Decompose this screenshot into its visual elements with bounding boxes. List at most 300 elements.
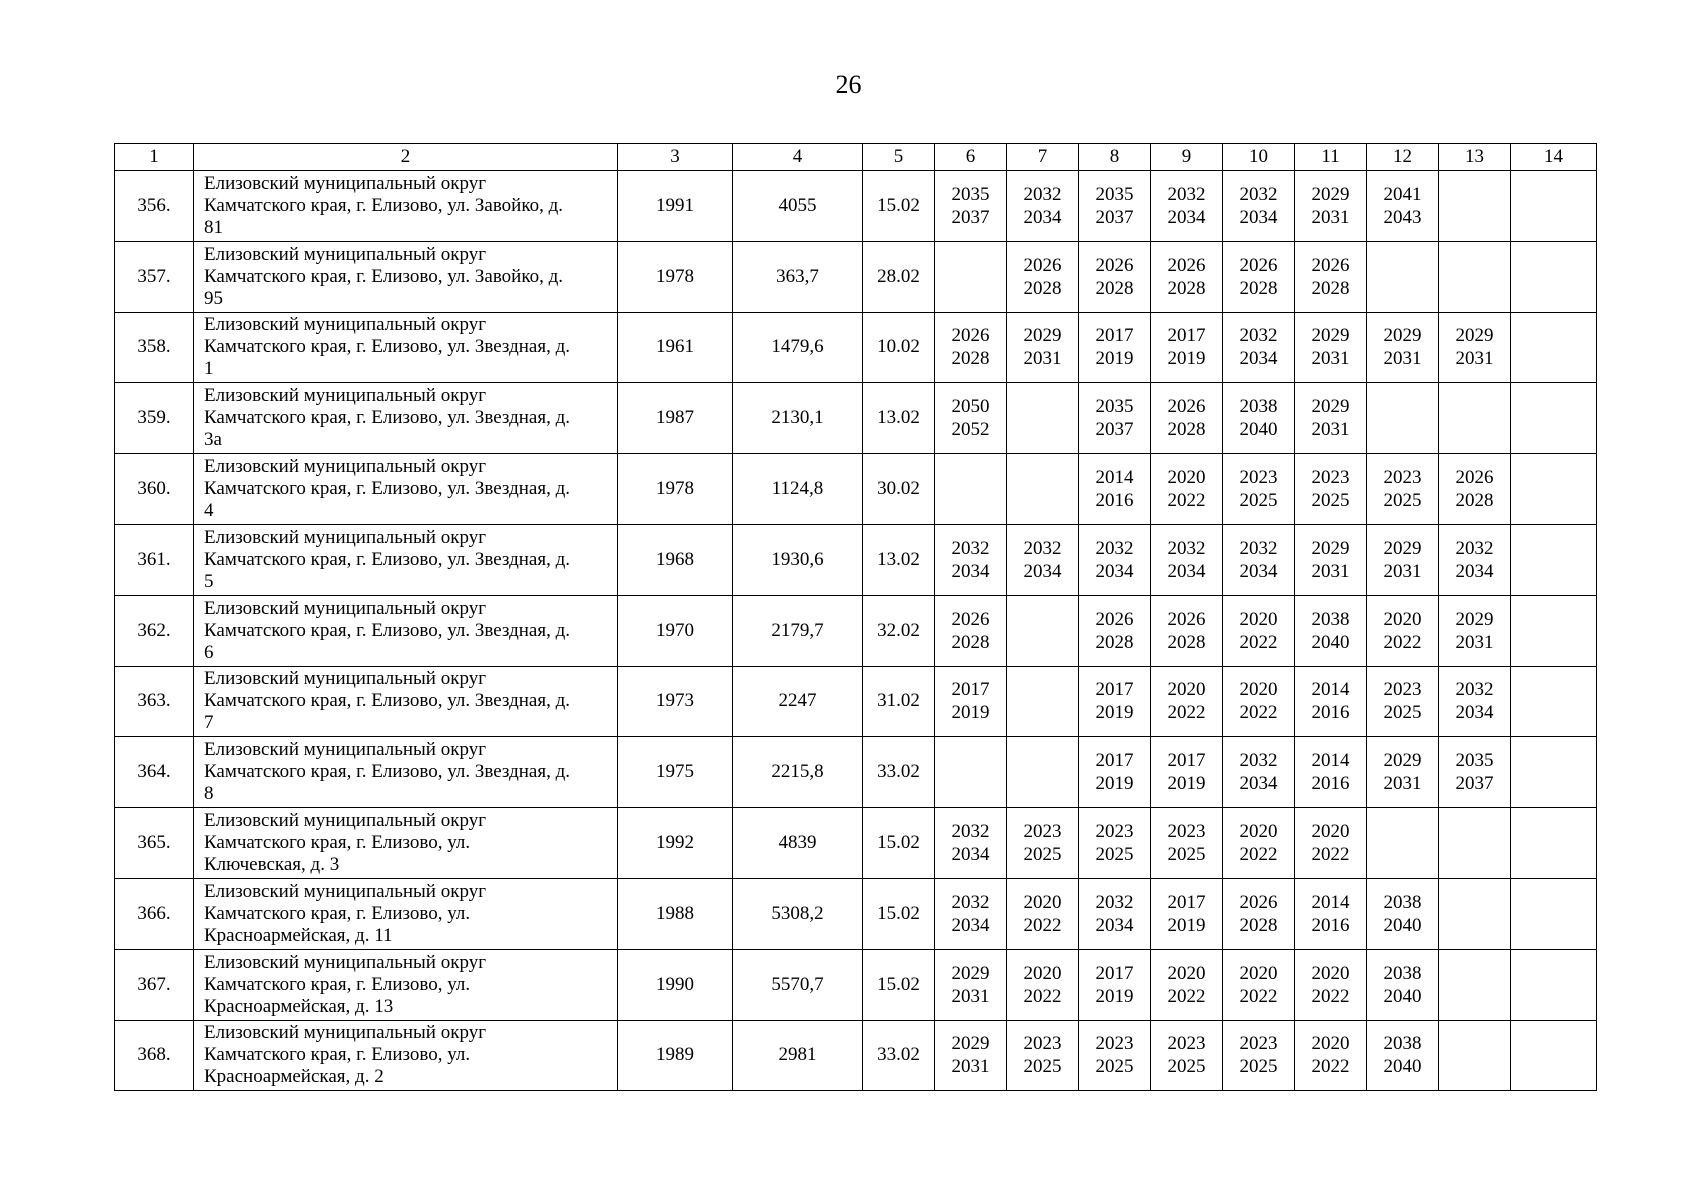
period-cell [1007,595,1079,666]
year-built-cell: 1968 [618,524,733,595]
period-start-year: 2026 [1239,254,1278,276]
address-line: 95 [204,287,223,309]
period-end-year: 2019 [951,702,990,724]
area-cell: 2981 [733,1020,863,1091]
address-cell [194,808,618,879]
address-line: Елизовский муниципальный округ [204,810,486,832]
row-number-cell: 357. [115,241,194,312]
period-cell [1079,524,1151,595]
period-start-year: 2023 [1023,821,1062,843]
period-cell [1511,312,1597,383]
period-cell [1511,878,1597,949]
area-cell: 1479,6 [733,312,863,383]
period-end-year: 2037 [951,206,990,228]
period-start-year: 2032 [1455,537,1494,559]
address-cell [194,171,618,242]
period-cell [1367,666,1439,737]
period-cell [1439,312,1511,383]
period-cell [1223,666,1295,737]
period-cell [1223,241,1295,312]
period-end-year: 2022 [1023,914,1062,936]
address-line: Камчатского края, г. Елизово, ул. Звездная, д. [204,690,571,712]
period-cell [1151,524,1223,595]
period-cell [1439,737,1511,808]
period-start-year: 2032 [1167,537,1206,559]
period-end-year: 2034 [1167,206,1206,228]
period-cell [1151,454,1223,525]
period-cell [1439,808,1511,879]
table-row [115,595,1597,666]
period-start-year: 2026 [1455,467,1494,489]
period-start-year: 2029 [951,962,990,984]
address-line: Камчатского края, г. Елизово, ул. [204,832,471,854]
period-end-year: 2019 [1095,348,1134,370]
area-cell: 2130,1 [733,383,863,454]
period-start-year: 2035 [1095,183,1134,205]
period-end-year: 2031 [951,985,990,1007]
period-cell [1367,949,1439,1020]
period-end-year: 2025 [1023,1056,1062,1078]
period-start-year: 2032 [1455,679,1494,701]
period-start-year: 2038 [1239,396,1278,418]
period-end-year: 2034 [1239,773,1278,795]
period-end-year: 2025 [1167,844,1206,866]
code-cell: 13.02 [863,524,935,595]
code-cell: 10.02 [863,312,935,383]
period-end-year: 2040 [1239,419,1278,441]
period-end-year: 2031 [1383,560,1422,582]
period-end-year: 2031 [951,1056,990,1078]
period-end-year: 2025 [1239,1056,1278,1078]
address-line: Ключевская, д. 3 [204,854,340,876]
period-start-year: 2017 [1095,679,1134,701]
code-cell: 28.02 [863,241,935,312]
table-row [115,312,1597,383]
period-start-year: 2038 [1383,891,1422,913]
period-cell [1007,666,1079,737]
period-start-year: 2032 [951,537,990,559]
period-end-year: 2028 [1095,277,1134,299]
address-line: Камчатского края, г. Елизово, ул. Завойко, д. [204,265,564,287]
period-end-year: 2028 [1167,419,1206,441]
area-cell: 4055 [733,171,863,242]
period-end-year: 2037 [1095,206,1134,228]
row-number-cell: 356. [115,171,194,242]
period-cell [935,383,1007,454]
period-start-year: 2014 [1311,679,1350,701]
address-line: 6 [204,641,214,663]
period-cell [1007,454,1079,525]
period-end-year: 2022 [1239,844,1278,866]
period-start-year: 2023 [1167,1033,1206,1055]
period-cell [1295,595,1367,666]
period-cell [1511,666,1597,737]
period-end-year: 2028 [1095,631,1134,653]
page-number: 26 [835,70,862,99]
code-cell: 31.02 [863,666,935,737]
period-cell [1151,949,1223,1020]
period-cell [1439,241,1511,312]
period-cell [935,312,1007,383]
year-built-cell: 1987 [618,383,733,454]
code-cell: 33.02 [863,1020,935,1091]
address-line: 81 [204,216,223,238]
period-end-year: 2022 [1167,490,1206,512]
period-cell [1079,312,1151,383]
period-cell [1151,312,1223,383]
period-cell [1511,808,1597,879]
address-line: Камчатского края, г. Елизово, ул. [204,1044,471,1066]
period-start-year: 2020 [1023,891,1062,913]
period-end-year: 2043 [1383,206,1422,228]
period-start-year: 2020 [1239,962,1278,984]
year-built-cell: 1970 [618,595,733,666]
period-cell [1223,1020,1295,1091]
period-start-year: 2035 [1455,750,1494,772]
period-cell [1295,737,1367,808]
period-cell [1079,737,1151,808]
period-cell [1079,878,1151,949]
code-cell: 32.02 [863,595,935,666]
period-start-year: 2026 [1095,254,1134,276]
address-cell [194,383,618,454]
period-start-year: 2023 [1239,1033,1278,1055]
period-cell [1367,878,1439,949]
period-start-year: 2026 [1311,254,1350,276]
period-cell [1295,241,1367,312]
period-start-year: 2026 [951,608,990,630]
period-cell [1079,454,1151,525]
table-row [115,454,1597,525]
period-end-year: 2031 [1311,419,1350,441]
address-cell [194,949,618,1020]
period-cell [1007,1020,1079,1091]
address-cell [194,524,618,595]
period-end-year: 2037 [1455,773,1494,795]
area-cell: 2179,7 [733,595,863,666]
period-start-year: 2017 [1095,325,1134,347]
period-end-year: 2037 [1095,419,1134,441]
period-end-year: 2019 [1095,773,1134,795]
period-cell [1151,737,1223,808]
period-start-year: 2020 [1239,679,1278,701]
area-cell: 2247 [733,666,863,737]
column-header: 13 [1439,144,1511,171]
column-header: 12 [1367,144,1439,171]
period-cell [1295,666,1367,737]
period-cell [1223,383,1295,454]
period-cell [1367,241,1439,312]
address-line: Красноармейская, д. 13 [204,995,394,1017]
period-start-year: 2020 [1239,821,1278,843]
address-line: Камчатского края, г. Елизово, ул. Звездная, д. [204,407,571,429]
period-start-year: 2035 [1095,396,1134,418]
address-line: Камчатского края, г. Елизово, ул. Звездная, д. [204,619,571,641]
area-cell: 363,7 [733,241,863,312]
period-start-year: 2035 [951,183,990,205]
code-cell: 15.02 [863,808,935,879]
address-line: 1 [204,358,214,380]
period-cell [1007,737,1079,808]
period-cell [1367,524,1439,595]
period-cell [1007,808,1079,879]
period-end-year: 2031 [1311,206,1350,228]
period-cell [1151,171,1223,242]
period-end-year: 2016 [1095,490,1134,512]
period-end-year: 2034 [1023,560,1062,582]
period-cell [1223,737,1295,808]
period-start-year: 2026 [1167,396,1206,418]
period-start-year: 2032 [1167,183,1206,205]
period-start-year: 2023 [1095,821,1134,843]
address-line: Елизовский муниципальный округ [204,172,486,194]
period-end-year: 2022 [1239,702,1278,724]
period-end-year: 2022 [1023,985,1062,1007]
address-line: 4 [204,500,214,522]
row-number-cell: 360. [115,454,194,525]
period-cell [1295,878,1367,949]
period-end-year: 2034 [1167,560,1206,582]
address-cell [194,666,618,737]
column-header: 6 [935,144,1007,171]
period-start-year: 2017 [1095,750,1134,772]
year-built-cell: 1978 [618,454,733,525]
period-start-year: 2023 [1239,467,1278,489]
row-number-cell: 368. [115,1020,194,1091]
period-cell [1295,1020,1367,1091]
period-cell [1295,312,1367,383]
year-built-cell: 1988 [618,878,733,949]
period-start-year: 2026 [1095,608,1134,630]
period-cell [1007,524,1079,595]
period-end-year: 2022 [1311,985,1350,1007]
period-end-year: 2034 [1095,914,1134,936]
year-built-cell: 1978 [618,241,733,312]
period-cell [1007,949,1079,1020]
column-header: 3 [618,144,733,171]
period-end-year: 2025 [1095,1056,1134,1078]
period-cell [1007,312,1079,383]
period-start-year: 2026 [1023,254,1062,276]
period-cell [1079,171,1151,242]
code-cell: 15.02 [863,171,935,242]
period-end-year: 2022 [1311,1056,1350,1078]
address-line: Камчатского края, г. Елизово, ул. Звездная, д. [204,761,571,783]
period-cell [935,524,1007,595]
period-end-year: 2040 [1383,1056,1422,1078]
period-cell [1439,454,1511,525]
year-built-cell: 1973 [618,666,733,737]
period-end-year: 2031 [1383,348,1422,370]
period-cell [1151,383,1223,454]
period-end-year: 2031 [1383,773,1422,795]
address-line: Красноармейская, д. 11 [204,924,393,946]
period-start-year: 2026 [1167,608,1206,630]
address-line: Камчатского края, г. Елизово, ул. [204,902,471,924]
period-start-year: 2020 [1023,962,1062,984]
period-start-year: 2029 [1311,183,1350,205]
period-cell [1511,595,1597,666]
row-number-cell: 367. [115,949,194,1020]
period-cell [1511,171,1597,242]
table-row [115,171,1597,242]
period-cell [1223,808,1295,879]
period-end-year: 2028 [1167,631,1206,653]
period-end-year: 2025 [1167,1056,1206,1078]
address-line: Елизовский муниципальный округ [204,1022,486,1044]
period-start-year: 2023 [1023,1033,1062,1055]
table-row [115,241,1597,312]
period-start-year: 2032 [951,821,990,843]
period-start-year: 2023 [1383,679,1422,701]
period-end-year: 2028 [1239,914,1278,936]
period-end-year: 2028 [1239,277,1278,299]
period-cell [1439,949,1511,1020]
address-line: Елизовский муниципальный округ [204,243,486,265]
period-start-year: 2038 [1383,1033,1422,1055]
period-start-year: 2023 [1095,1033,1134,1055]
period-end-year: 2022 [1239,631,1278,653]
period-start-year: 2014 [1311,750,1350,772]
address-line: Елизовский муниципальный округ [204,597,486,619]
table-row [115,808,1597,879]
period-end-year: 2016 [1311,773,1350,795]
period-cell [1511,524,1597,595]
period-end-year: 2034 [951,844,990,866]
table-row [115,524,1597,595]
period-cell [1439,878,1511,949]
period-end-year: 2028 [1023,277,1062,299]
period-start-year: 2029 [951,1033,990,1055]
period-start-year: 2017 [1167,325,1206,347]
period-cell [1223,878,1295,949]
period-start-year: 2023 [1167,821,1206,843]
address-line: Елизовский муниципальный округ [204,314,486,336]
address-line: Елизовский муниципальный округ [204,951,486,973]
period-end-year: 2034 [1239,206,1278,228]
period-end-year: 2028 [951,631,990,653]
address-line: 7 [204,712,214,734]
period-cell [1367,312,1439,383]
period-cell [1151,1020,1223,1091]
column-header: 1 [115,144,194,171]
period-cell [935,454,1007,525]
period-start-year: 2014 [1095,467,1134,489]
period-start-year: 2032 [1023,183,1062,205]
period-start-year: 2020 [1167,962,1206,984]
period-end-year: 2019 [1167,773,1206,795]
area-cell: 5570,7 [733,949,863,1020]
period-cell [1295,949,1367,1020]
year-built-cell: 1989 [618,1020,733,1091]
period-cell [1079,383,1151,454]
year-built-cell: 1990 [618,949,733,1020]
code-cell: 13.02 [863,383,935,454]
table-row [115,666,1597,737]
period-start-year: 2041 [1383,183,1422,205]
period-cell [1511,383,1597,454]
period-start-year: 2029 [1383,325,1422,347]
period-start-year: 2029 [1383,750,1422,772]
column-header: 4 [733,144,863,171]
table-row [115,383,1597,454]
period-start-year: 2038 [1311,608,1350,630]
period-cell [1079,949,1151,1020]
period-start-year: 2050 [951,396,990,418]
period-end-year: 2022 [1311,844,1350,866]
code-cell: 15.02 [863,949,935,1020]
period-cell [1511,454,1597,525]
column-header: 11 [1295,144,1367,171]
period-end-year: 2034 [1239,560,1278,582]
period-cell [1223,171,1295,242]
period-start-year: 2032 [1095,891,1134,913]
period-cell [1007,241,1079,312]
period-end-year: 2034 [1239,348,1278,370]
period-start-year: 2029 [1455,325,1494,347]
period-cell [1439,524,1511,595]
period-end-year: 2034 [951,560,990,582]
period-cell [1079,241,1151,312]
column-header: 8 [1079,144,1151,171]
period-cell [1223,312,1295,383]
period-end-year: 2019 [1095,702,1134,724]
period-cell [1439,383,1511,454]
period-cell [1007,383,1079,454]
period-start-year: 2017 [1167,750,1206,772]
period-start-year: 2020 [1167,679,1206,701]
period-start-year: 2032 [1095,537,1134,559]
period-start-year: 2017 [1095,962,1134,984]
address-line: Елизовский муниципальный округ [204,526,486,548]
column-number-row [115,144,1597,171]
address-cell [194,595,618,666]
period-end-year: 2034 [1023,206,1062,228]
period-end-year: 2022 [1383,631,1422,653]
period-cell [935,878,1007,949]
period-cell [1223,524,1295,595]
period-cell [1295,383,1367,454]
period-end-year: 2028 [1167,277,1206,299]
period-end-year: 2052 [951,419,990,441]
period-cell [1367,383,1439,454]
period-cell [1223,595,1295,666]
address-cell [194,312,618,383]
period-cell [1511,949,1597,1020]
period-end-year: 2025 [1239,490,1278,512]
period-cell [1151,878,1223,949]
address-cell [194,454,618,525]
row-number-cell: 358. [115,312,194,383]
period-cell [1367,454,1439,525]
row-number-cell: 365. [115,808,194,879]
period-cell [1367,595,1439,666]
period-cell [1079,595,1151,666]
period-end-year: 2016 [1311,914,1350,936]
period-start-year: 2029 [1311,325,1350,347]
period-cell [1367,171,1439,242]
address-cell [194,1020,618,1091]
row-number-cell: 362. [115,595,194,666]
period-cell [1511,737,1597,808]
building-registry-table [114,143,1597,1091]
period-start-year: 2020 [1239,608,1278,630]
column-header: 2 [194,144,618,171]
period-cell [1007,878,1079,949]
period-start-year: 2032 [1239,183,1278,205]
period-end-year: 2040 [1383,985,1422,1007]
period-end-year: 2016 [1311,702,1350,724]
